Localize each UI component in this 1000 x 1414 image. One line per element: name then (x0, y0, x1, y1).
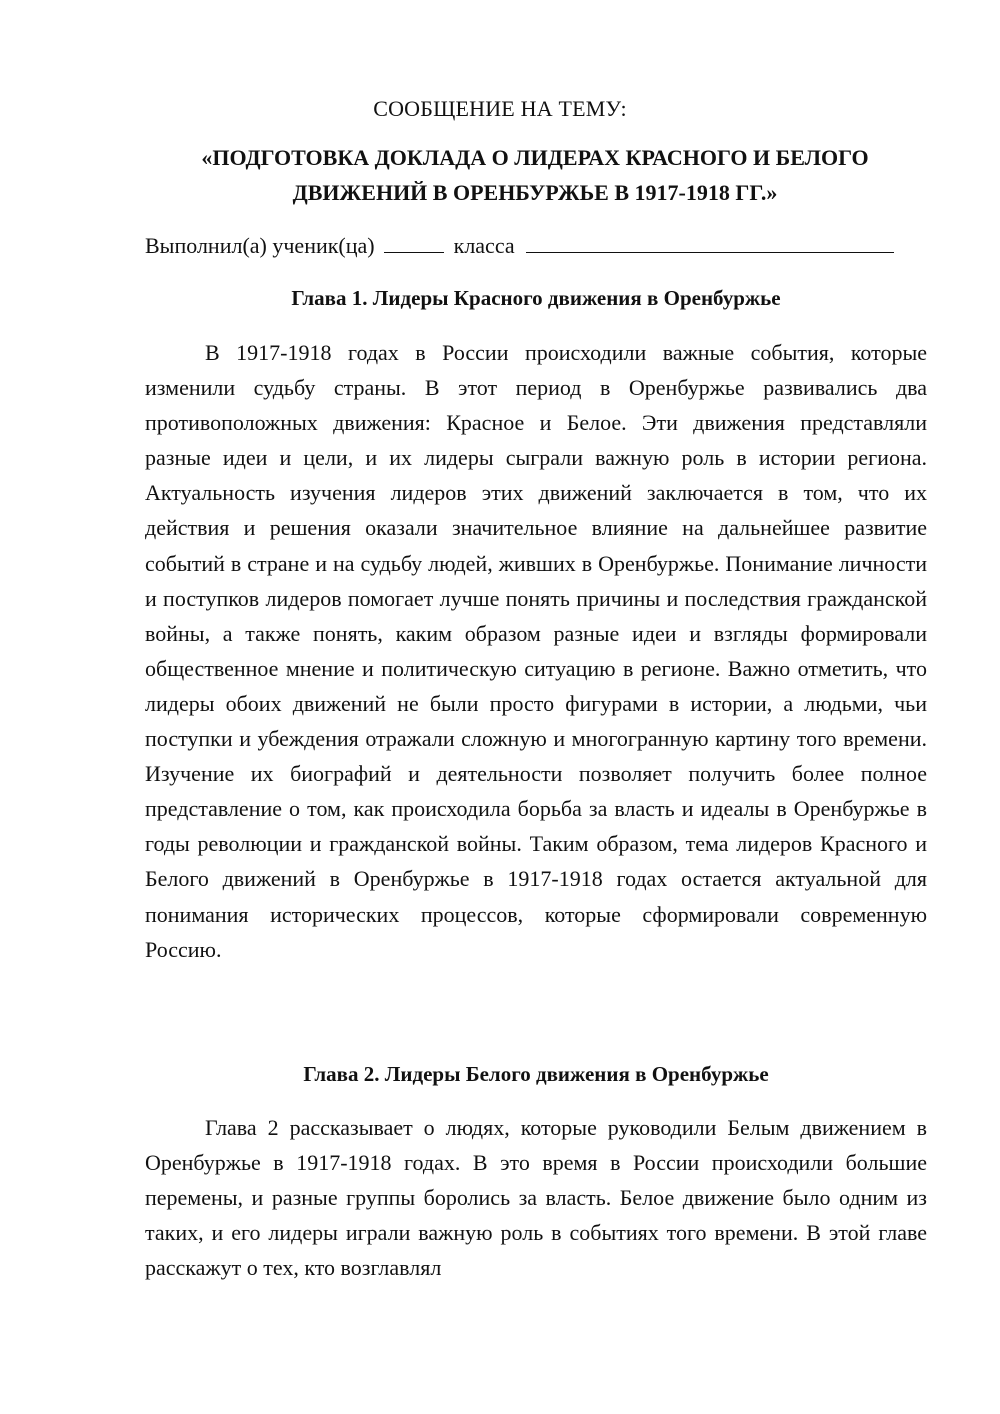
author-prefix: Выполнил(а) ученик(ца) (145, 233, 375, 258)
document-title (100, 140, 970, 210)
author-line (145, 230, 894, 259)
chapter-1-paragraph: В 1917-1918 годах в России происходили важные события, которые изменили судьбу страны. В этот период в Оренбуржье развивались два противоположных движения: Красное и Белое. Эти движения представляли разные идеи и цели, и их лидеры сыграли важную роль в истории региона. Актуальность изучения лидеров этих движений заключается в том, что их действия и решения оказали значительное влияние на дальнейшее развитие событий в стране и на судьбу людей, живших в Оренбуржье. Понимание личности и поступков лидеров помогает лучше понять причины и последствия гражданской войны, а также понять, каким образом разные идеи и взгляды формировали общественное мнение и политическую ситуацию в регионе. Важно отметить, что лидеры обоих движений не были просто фигурами в истории, а людьми, чьи поступки и убеждения отражали сложную и многогранную картину того времени. Изучение их биографий и деятельности позволяет получить более полное представление о том, как происходила борьба за власть и идеалы в Оренбуржье в годы революции и гражданской войны. Таким образом, тема лидеров Красного и Белого движений в Оренбуржье в 1917-1918 годах остается актуальной для понимания исторических процессов, которые сформировали современную Россию. (145, 340, 927, 962)
document-title-line-2: ДВИЖЕНИЙ В ОРЕНБУРЖЬЕ В 1917-1918 ГГ.» (292, 180, 778, 205)
chapter-2-paragraph: Глава 2 рассказывает о людях, которые руководили Белым движением в Оренбуржье в 1917-1918 годах. В это время в России происходили большие перемены, и разные группы боролись за власть. Белое движение было одним из таких, и его лидеры играли важную роль в событиях того времени. В этой главе расскажут о тех, кто возглавлял (145, 1115, 927, 1281)
chapter-2-title: Глава 2. Лидеры Белого движения в Оренбуржье (303, 1062, 769, 1086)
document-title-line-1: «ПОДГОТОВКА ДОКЛАДА О ЛИДЕРАХ КРАСНОГО И БЕЛОГО (201, 145, 869, 170)
class-blank (526, 230, 894, 253)
grade-blank (384, 230, 444, 253)
document-heading: СООБЩЕНИЕ НА ТЕМУ: (373, 96, 627, 121)
author-class-label: класса (453, 233, 515, 258)
chapter-1-title: Глава 1. Лидеры Красного движения в Оренбуржье (291, 286, 781, 310)
